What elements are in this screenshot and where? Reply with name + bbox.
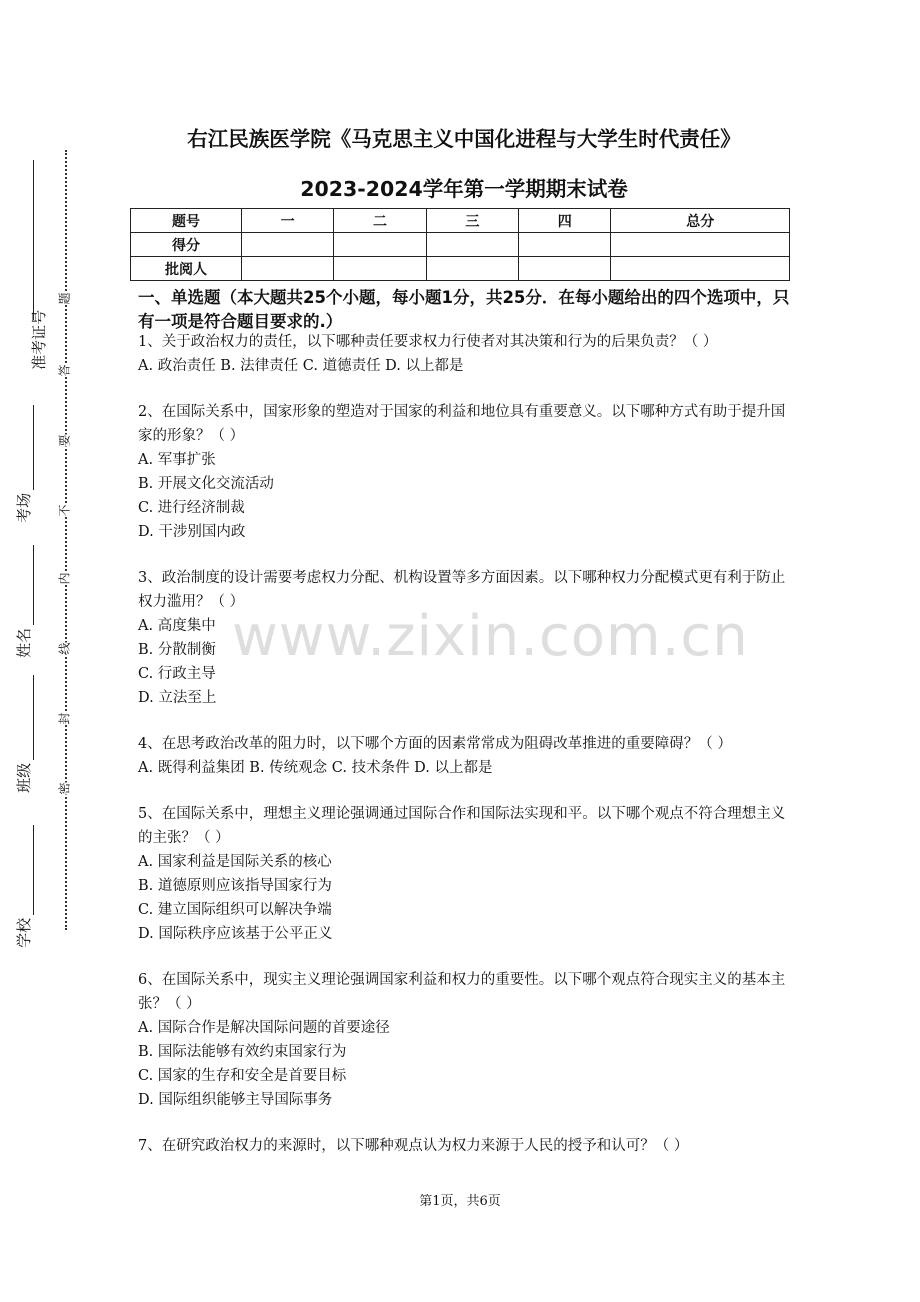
question-option: D. 国际组织能够主导国际事务 — [138, 1092, 333, 1108]
score-table-header: 三 — [426, 209, 518, 233]
field-label: 班级 — [15, 762, 34, 793]
question-option: A. 国际合作是解决国际问题的首要途径 — [138, 1020, 390, 1036]
field-school — [10, 917, 40, 948]
field-class — [10, 762, 40, 793]
field-name — [10, 627, 40, 658]
grader-cell[interactable] — [242, 257, 334, 281]
question-option: A. 高度集中 — [138, 618, 216, 634]
question-stem: 6、在国际关系中，现实主义理论强调国家利益和权力的重要性。以下哪个观点符合现实主义的基本主张？（ ） — [138, 972, 786, 1012]
score-table-header: 二 — [334, 209, 426, 233]
seal-char: 不 — [54, 504, 75, 516]
question-option: A. 既得利益集团 B. 传统观念 C. 技术条件 D. 以上都是 — [138, 760, 493, 776]
field-writing-line — [33, 405, 34, 490]
question-option: C. 进行经济制裁 — [138, 500, 245, 516]
score-table-row — [131, 233, 790, 257]
question-stem: 7、在研究政治权力的来源时，以下哪种观点认为权力来源于人民的授予和认可？（ ） — [138, 1138, 689, 1154]
question-list — [138, 330, 790, 1180]
question-option: D. 国际秩序应该基于公平正义 — [138, 926, 333, 942]
seal-char: 密 — [54, 782, 75, 794]
question-option: C. 建立国际组织可以解决争端 — [138, 902, 332, 918]
question-item — [138, 400, 790, 544]
score-cell[interactable] — [334, 233, 426, 257]
seal-dotted-line — [65, 150, 67, 930]
score-row-label: 批阅人 — [131, 257, 242, 281]
score-table-header: 总分 — [611, 209, 790, 233]
score-table-header: 一 — [242, 209, 334, 233]
seal-char: 要 — [54, 434, 75, 446]
question-option: B. 道德原则应该指导国家行为 — [138, 878, 332, 894]
field-writing-line — [33, 825, 34, 915]
score-row-label: 得分 — [131, 233, 242, 257]
field-label: 姓名 — [15, 627, 34, 658]
question-option: A. 军事扩张 — [138, 452, 216, 468]
field-exam-room — [10, 492, 40, 523]
score-table — [130, 208, 790, 281]
question-item — [138, 968, 790, 1112]
question-item — [138, 1134, 790, 1158]
question-option: A. 政治责任 B. 法律责任 C. 道德责任 D. 以上都是 — [138, 358, 464, 374]
field-exam-number — [10, 309, 70, 370]
question-option: D. 干涉别国内政 — [138, 524, 246, 540]
field-label: 学校 — [15, 917, 34, 948]
question-option: B. 开展文化交流活动 — [138, 476, 274, 492]
field-label: 准考证号 — [30, 309, 49, 370]
question-stem: 4、在思考政治改革的阻力时，以下哪个方面的因素常常成为阻碍改革推进的重要障碍？（ ） — [138, 736, 732, 752]
score-cell[interactable] — [242, 233, 334, 257]
exam-title: 右江民族医学院《马克思主义中国化进程与大学生时代责任》 — [187, 127, 741, 151]
score-table-header: 题号 — [131, 209, 242, 233]
seal-char: 答 — [54, 364, 75, 376]
grader-cell[interactable] — [519, 257, 611, 281]
grader-cell[interactable] — [611, 257, 790, 281]
question-option: B. 分散制衡 — [138, 642, 216, 658]
field-writing-line — [33, 675, 34, 760]
question-option: D. 立法至上 — [138, 690, 217, 706]
page-footer: 第1页，共6页 — [419, 1194, 501, 1209]
watermark: www.zixin.com.cn — [232, 604, 749, 669]
binding-sidebar — [0, 0, 90, 1302]
score-table-header: 四 — [519, 209, 611, 233]
score-cell[interactable] — [611, 233, 790, 257]
score-table-row — [131, 257, 790, 281]
grader-cell[interactable] — [426, 257, 518, 281]
field-writing-line — [33, 160, 34, 320]
score-cell[interactable] — [426, 233, 518, 257]
seal-char: 封 — [54, 712, 75, 724]
field-label: 考场 — [15, 492, 34, 523]
exam-subtitle: 2023-2024学年第一学期期末试卷 — [300, 177, 628, 201]
score-table-header-row — [131, 209, 790, 233]
question-item — [138, 802, 790, 946]
question-option: A. 国家利益是国际关系的核心 — [138, 854, 332, 870]
question-stem: 2、在国际关系中，国家形象的塑造对于国家的利益和地位具有重要意义。以下哪种方式有助于提升国家的形象？（ ） — [138, 404, 786, 444]
section-heading: 一、单选题（本大题共25个小题，每小题1分，共25分．在每小题给出的四个选项中，只有一项是符合题目要求的.） — [138, 288, 790, 331]
question-stem: 5、在国际关系中，理想主义理论强调通过国际合作和国际法实现和平。以下哪个观点不符合理想主义的主张？（ ） — [138, 806, 786, 846]
seal-char: 线 — [54, 642, 75, 654]
question-option: B. 国际法能够有效约束国家行为 — [138, 1044, 347, 1060]
question-option: C. 国家的生存和安全是首要目标 — [138, 1068, 347, 1084]
question-option: C. 行政主导 — [138, 666, 216, 682]
question-item — [138, 330, 790, 378]
field-writing-line — [33, 545, 34, 625]
score-cell[interactable] — [519, 233, 611, 257]
question-item — [138, 732, 790, 780]
seal-char: 内 — [54, 572, 75, 584]
question-stem: 3、政治制度的设计需要考虑权力分配、机构设置等多方面因素。以下哪种权力分配模式更有利于防止权力滥用？（ ） — [138, 570, 786, 610]
question-stem: 1、关于政治权力的责任，以下哪种责任要求权力行使者对其决策和行为的后果负责？（ ） — [138, 334, 718, 350]
seal-char: 题 — [54, 292, 75, 304]
grader-cell[interactable] — [334, 257, 426, 281]
